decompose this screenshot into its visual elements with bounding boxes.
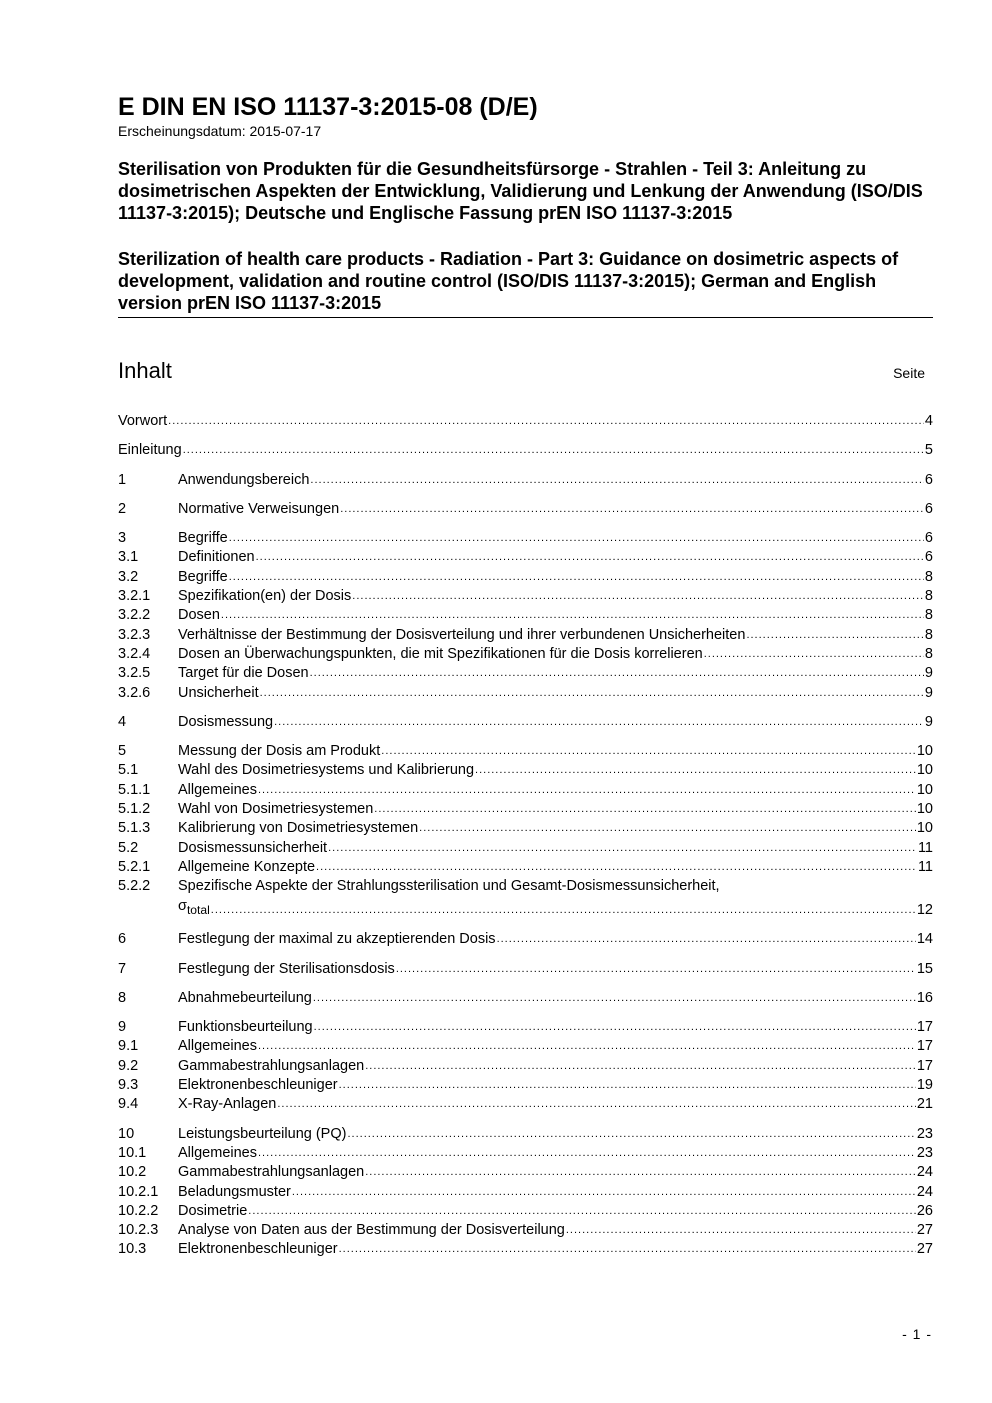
- toc-entry[interactable]: [118, 1057, 933, 1076]
- toc-leader-dots: [260, 683, 924, 703]
- toc-entry[interactable]: [118, 858, 933, 877]
- toc-entry-label: Festlegung der maximal zu akzeptierenden Dosis: [178, 931, 496, 948]
- toc-entry-page: 23: [916, 1144, 933, 1161]
- toc-leader-dots: [274, 712, 924, 732]
- toc-entry-label: Verhältnisse der Bestimmung der Dosisverteilung und ihrer verbundenen Unsicherheiten: [178, 626, 746, 643]
- toc-entry-label: Analyse von Daten aus der Bestimmung der Dosisverteilung: [178, 1222, 565, 1239]
- toc-entry[interactable]: [118, 1202, 933, 1221]
- toc-leader-dots: [168, 411, 924, 431]
- toc-entry[interactable]: [118, 761, 933, 780]
- toc-entry[interactable]: [118, 626, 933, 645]
- toc-entry[interactable]: [118, 529, 933, 548]
- toc-entry-number: 5.1.3: [118, 820, 151, 837]
- toc-entry[interactable]: [118, 930, 933, 949]
- toc-entry[interactable]: [118, 1037, 933, 1056]
- toc-group: [118, 1125, 933, 1260]
- toc-entry[interactable]: [118, 1240, 933, 1259]
- toc-entry-label: Beladungsmuster: [178, 1183, 291, 1200]
- toc-entry-label: Kalibrierung von Dosimetriesystemen: [178, 820, 419, 837]
- toc-group: [118, 471, 933, 490]
- toc-leader-dots: [475, 760, 916, 780]
- toc-entry-page: 23: [916, 1125, 933, 1142]
- toc-entry-page: 14: [916, 931, 933, 948]
- toc-entry[interactable]: [118, 819, 933, 838]
- toc-leader-dots: [365, 1056, 916, 1076]
- toc-entry-page: 11: [917, 858, 933, 875]
- toc-entry-label: Vorwort: [118, 413, 168, 429]
- toc-entry-label: Funktionsbeurteilung: [178, 1019, 313, 1036]
- toc-leader-dots: [381, 741, 916, 761]
- toc-entry-page: 10: [916, 762, 933, 779]
- toc-page-column-label: Seite: [893, 365, 925, 381]
- toc-leader-dots: [746, 625, 923, 645]
- toc-entry[interactable]: [118, 742, 933, 761]
- toc-entry-label: Begriffe: [178, 530, 228, 547]
- toc-leader-dots: [258, 780, 916, 800]
- toc-entry[interactable]: [118, 1018, 933, 1037]
- toc-leader-dots: [347, 1124, 915, 1144]
- toc-entry-label: Festlegung der Sterilisationsdosis: [178, 960, 395, 977]
- toc-leader-dots: [396, 959, 916, 979]
- toc-leader-dots: [310, 470, 924, 490]
- toc-leader-dots: [704, 644, 924, 664]
- toc-entry-number: 3.2.1: [118, 588, 151, 605]
- toc-entry-page: 6: [924, 549, 933, 566]
- toc-entry-page: 17: [916, 1057, 933, 1074]
- toc-entry-label: Dosismessunsicherheit: [178, 839, 328, 856]
- toc-entry-label: Spezifische Aspekte der Strahlungssterilisation und Gesamt-Dosismessunsicherheit,: [178, 877, 720, 894]
- publication-date: Erscheinungsdatum: 2015-07-17: [118, 123, 322, 139]
- table-of-contents: [118, 412, 933, 1260]
- toc-entry[interactable]: [118, 500, 933, 519]
- toc-entry-number: 5.1.1: [118, 781, 151, 798]
- toc-leader-dots: [340, 499, 924, 519]
- toc-entry-number: 9.3: [118, 1077, 139, 1094]
- toc-entry[interactable]: [118, 1163, 933, 1182]
- toc-entry-label: Allgemeines: [178, 781, 257, 798]
- toc-group: [118, 989, 933, 1008]
- toc-entry-label: Definitionen: [178, 549, 255, 566]
- toc-entry[interactable]: [118, 587, 933, 606]
- toc-entry-number: 10.2: [118, 1164, 147, 1181]
- toc-entry-label: Wahl von Dosimetriesystemen: [178, 801, 374, 818]
- toc-group: [118, 500, 933, 519]
- toc-entry-page: 11: [917, 839, 933, 856]
- toc-entry-page: 8: [924, 645, 933, 662]
- toc-leader-dots: [211, 900, 916, 920]
- toc-entry-label: X-Ray-Anlagen: [178, 1096, 277, 1113]
- toc-leader-dots: [229, 528, 924, 548]
- toc-entry-page: 17: [916, 1038, 933, 1055]
- toc-entry-number: 10.2.1: [118, 1183, 159, 1200]
- toc-entry-page: 6: [924, 530, 933, 547]
- toc-group: [118, 713, 933, 732]
- toc-entry-page: 6: [924, 500, 933, 517]
- toc-entry-number: 3.1: [118, 549, 139, 566]
- toc-entry-page: 8: [924, 607, 933, 624]
- toc-leader-dots: [221, 605, 924, 625]
- toc-entry[interactable]: [118, 1183, 933, 1202]
- toc-entry-page: 10: [916, 743, 933, 760]
- toc-entry-label: Allgemeine Konzepte: [178, 858, 316, 875]
- toc-leader-dots: [316, 857, 917, 877]
- toc-entry[interactable]: [118, 645, 933, 664]
- title-english: Sterilization of health care products - Radiation - Part 3: Guidance on dosimetric aspects of development, validation and routine control (ISO/DIS 11137-3:2015); German and English version prEN ISO 11137-3:2015: [118, 248, 933, 318]
- toc-leader-dots: [365, 1162, 916, 1182]
- toc-entry-number: 10.1: [118, 1144, 147, 1161]
- title-german: Sterilisation von Produkten für die Gesundheitsfürsorge - Strahlen - Teil 3: Anleitung zu dosimetrischen Aspekten der Entwicklung, Validierung und Lenkung der Anwendung (ISO/DIS 11137-3:2015); Deutsche und Englische Fassung prEN ISO 11137-3:2015: [118, 159, 923, 223]
- toc-entry-page: 27: [916, 1241, 933, 1258]
- toc-entry[interactable]: [118, 684, 933, 703]
- toc-entry-page: 27: [916, 1222, 933, 1239]
- toc-entry-page: 6: [924, 471, 933, 488]
- toc-entry-label: Elektronenbeschleuniger: [178, 1077, 338, 1094]
- toc-entry-page: 19: [916, 1077, 933, 1094]
- toc-entry[interactable]: [118, 839, 933, 858]
- toc-entry[interactable]: [118, 412, 933, 431]
- toc-entry[interactable]: [118, 1144, 933, 1163]
- sigma-subscript: total: [186, 902, 210, 917]
- toc-entry-label: Dosen an Überwachungspunkten, die mit Spezifikationen für die Dosis korrelieren: [178, 645, 703, 662]
- toc-entry-page: 21: [916, 1096, 933, 1113]
- toc-entry-number: 3.2.5: [118, 665, 151, 682]
- toc-entry-label: Begriffe: [178, 568, 228, 585]
- toc-entry-label: Normative Verweisungen: [178, 500, 340, 517]
- toc-entry-number: 3.2.6: [118, 684, 151, 701]
- toc-group: [118, 529, 933, 703]
- toc-entry-page: 8: [924, 626, 933, 643]
- toc-entry-page: 10: [916, 801, 933, 818]
- toc-entry-page: 16: [916, 989, 933, 1006]
- toc-group: [118, 742, 933, 920]
- toc-entry[interactable]: [118, 1221, 933, 1240]
- toc-entry-number: 10: [118, 1125, 135, 1142]
- toc-entry-page: 24: [916, 1164, 933, 1181]
- toc-entry-page: 10: [916, 820, 933, 837]
- toc-entry-number: 5: [118, 743, 127, 760]
- toc-entry-page: 10: [916, 781, 933, 798]
- toc-entry[interactable]: [118, 568, 933, 587]
- toc-entry[interactable]: [118, 548, 933, 567]
- toc-leader-dots: [352, 586, 924, 606]
- toc-leader-dots: [566, 1220, 916, 1240]
- toc-leader-dots: [497, 929, 916, 949]
- toc-entry-label: Dosen: [178, 607, 220, 624]
- toc-leader-dots: [248, 1201, 916, 1221]
- toc-entry-number: 6: [118, 931, 127, 948]
- toc-entry[interactable]: [118, 664, 933, 683]
- toc-entry-label: Leistungsbeurteilung (PQ): [178, 1125, 347, 1142]
- toc-entry[interactable]: [118, 1095, 933, 1114]
- toc-entry-label: Spezifikation(en) der Dosis: [178, 588, 352, 605]
- toc-entry-label: Einleitung: [118, 442, 182, 459]
- toc-entry-page: 24: [916, 1183, 933, 1200]
- toc-entry-page: 4: [924, 413, 933, 429]
- toc-header: [118, 358, 933, 384]
- toc-entry-page: 8: [924, 588, 933, 605]
- toc-entry-label: Wahl des Dosimetriesystems und Kalibrierung: [178, 762, 475, 779]
- toc-entry-number: 3.2: [118, 568, 139, 585]
- toc-entry-number: 10.2.3: [118, 1222, 159, 1239]
- toc-entry-number: 5.2.1: [118, 858, 151, 875]
- toc-entry-number: 10.2.2: [118, 1202, 159, 1219]
- toc-entry-label: Gammabestrahlungsanlagen: [178, 1164, 365, 1181]
- toc-entry-label: Gammabestrahlungsanlagen: [178, 1057, 365, 1074]
- toc-entry[interactable]: [118, 800, 933, 819]
- toc-leader-dots: [328, 838, 917, 858]
- toc-entry-page: 12: [916, 901, 933, 918]
- toc-entry-number: 2: [118, 500, 127, 517]
- toc-entry[interactable]: [118, 471, 933, 490]
- toc-entry-number: 3.2.2: [118, 607, 151, 624]
- toc-entry-label: Unsicherheit: [178, 684, 259, 701]
- toc-entry-number: 4: [118, 713, 127, 730]
- toc-leader-dots: [313, 988, 916, 1008]
- toc-leader-dots: [258, 1143, 916, 1163]
- toc-entry-number: 3.2.3: [118, 626, 151, 643]
- toc-entry-number: 5.1: [118, 762, 139, 779]
- toc-entry-page: 8: [924, 568, 933, 585]
- toc-entry-number: 9.2: [118, 1057, 139, 1074]
- toc-entry[interactable]: [118, 713, 933, 732]
- toc-entry-label: Elektronenbeschleuniger: [178, 1241, 338, 1258]
- toc-entry-page: 26: [916, 1202, 933, 1219]
- toc-group: [118, 930, 933, 949]
- toc-entry-number: 9.4: [118, 1096, 139, 1113]
- toc-entry-number: 5.2: [118, 839, 139, 856]
- toc-entry-label: Messung der Dosis am Produkt: [178, 743, 381, 760]
- toc-entry-page: 9: [924, 665, 933, 682]
- toc-entry[interactable]: [118, 441, 933, 460]
- toc-leader-dots: [229, 567, 924, 587]
- toc-entry-number: 9: [118, 1019, 127, 1036]
- toc-entry-page: 9: [924, 713, 933, 730]
- toc-group: [118, 441, 933, 460]
- toc-leader-dots: [310, 663, 924, 683]
- toc-entry-label: Dosismessung: [178, 713, 274, 730]
- toc-entry-number: 5.2.2: [118, 877, 151, 894]
- toc-entry-number: 3: [118, 530, 127, 547]
- toc-leader-dots: [258, 1036, 916, 1056]
- toc-entry-page: 17: [916, 1019, 933, 1036]
- toc-entry-continuation[interactable]: [118, 896, 933, 920]
- toc-entry-number: 3.2.4: [118, 645, 151, 662]
- document-page: [118, 92, 933, 1270]
- page-number: - 1 -: [902, 1326, 932, 1342]
- toc-entry-number: 5.1.2: [118, 801, 151, 818]
- toc-entry-page: 5: [924, 442, 933, 459]
- toc-entry-number: 1: [118, 471, 127, 488]
- document-id: E DIN EN ISO 11137-3:2015-08 (D/E): [118, 93, 538, 121]
- toc-entry-label: Target für die Dosen: [178, 665, 309, 682]
- toc-entry-page: 9: [924, 684, 933, 701]
- toc-leader-dots: [183, 440, 924, 460]
- toc-entry[interactable]: [118, 960, 933, 979]
- toc-group: [118, 412, 933, 431]
- sigma-symbol: σ: [178, 898, 187, 915]
- toc-leader-dots: [339, 1075, 916, 1095]
- toc-entry-number: 9.1: [118, 1038, 139, 1055]
- toc-leader-dots: [374, 799, 916, 819]
- toc-entry-number: 8: [118, 989, 127, 1006]
- toc-entry[interactable]: [118, 877, 933, 896]
- toc-leader-dots: [277, 1094, 916, 1114]
- toc-group: [118, 1018, 933, 1114]
- toc-leader-dots: [419, 818, 916, 838]
- toc-group: [118, 960, 933, 979]
- toc-entry-label: Anwendungsbereich: [178, 471, 310, 488]
- toc-entry-number: 10.3: [118, 1241, 147, 1258]
- toc-entry[interactable]: [118, 989, 933, 1008]
- toc-leader-dots: [339, 1239, 916, 1259]
- toc-leader-dots: [256, 547, 924, 567]
- toc-entry-label: Abnahmebeurteilung: [178, 989, 312, 1006]
- toc-entry[interactable]: [118, 1125, 933, 1144]
- toc-entry[interactable]: [118, 1076, 933, 1095]
- toc-entry-label: Allgemeines: [178, 1038, 257, 1055]
- toc-title: Inhalt: [118, 358, 172, 383]
- toc-entry-label: Allgemeines: [178, 1144, 257, 1161]
- toc-leader-dots: [314, 1017, 916, 1037]
- toc-entry[interactable]: [118, 606, 933, 625]
- toc-entry-label: Dosimetrie: [178, 1202, 248, 1219]
- toc-entry-label-continued: [118, 897, 210, 920]
- toc-leader-dots: [292, 1182, 916, 1202]
- toc-entry-page: 15: [916, 960, 933, 977]
- toc-entry-number: 7: [118, 960, 127, 977]
- toc-entry[interactable]: [118, 781, 933, 800]
